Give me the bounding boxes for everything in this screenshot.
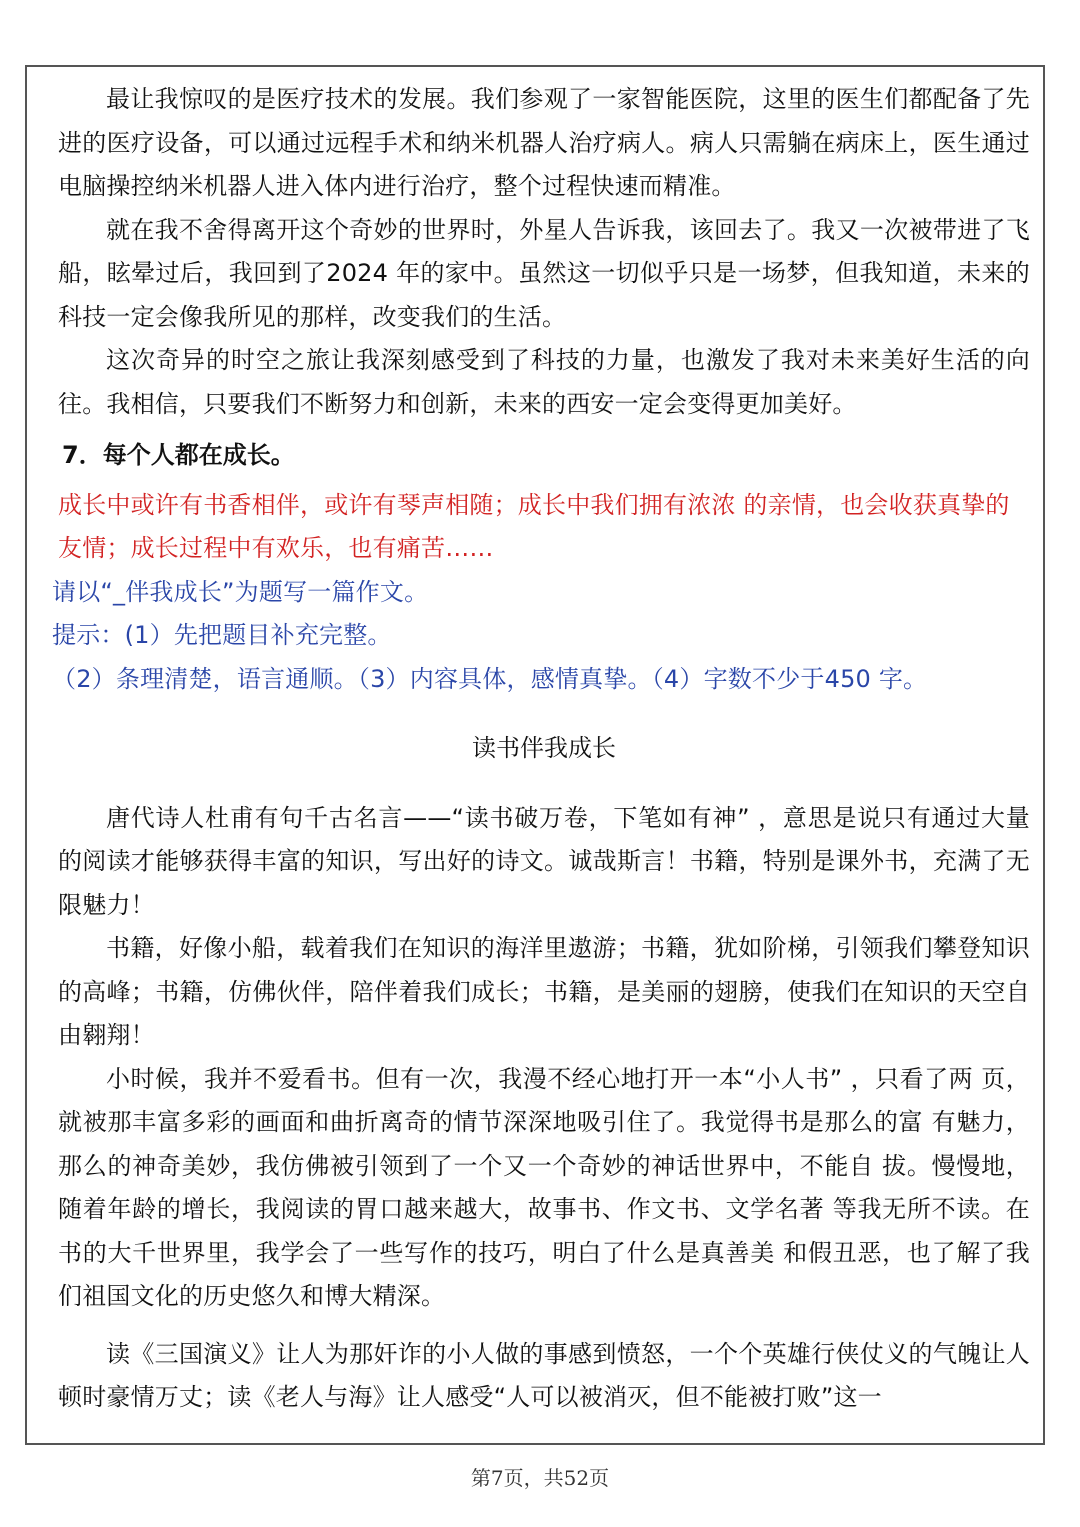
section-heading: 7．每个人都在成长。 — [62, 441, 295, 469]
page-content — [52, 78, 1030, 1420]
paragraph-conclusion: 这次奇异的时空之旅让我深刻感受到了科技的力量，也激发了我对未来美好生活的向往。我相信，只要我们不断努力和创新，未来的西安一定会变得更加美好。 — [58, 346, 1030, 418]
essay-paragraph: 读《三国演义》让人为那奸诈的小人做的事感到愤怒，一个个英雄行侠仗义的气魄让人顿时豪情万丈；读《老人与海》让人感受“人可以被消灭，但不能被打败”这一 — [58, 1339, 1030, 1411]
essay-paragraph: 唐代诗人杜甫有句千古名言——“读书破万卷，下笔如有神” ，意思是说只有通过大量的阅读才能够获得丰富的知识，写出好的诗文。诚哉斯言！书籍，特别是课外书，充满了无限魅力！ — [58, 803, 1030, 919]
essay-paragraph: 书籍，好像小船，载着我们在知识的海洋里遨游；书籍，犹如阶梯，引领我们攀登知识的高峰；书籍，仿佛伙伴，陪伴着我们成长；书籍，是美丽的翅膀，使我们在知识的天空自由翱翔！ — [58, 934, 1030, 1049]
paragraph-medical: 最让我惊叹的是医疗技术的发展。我们参观了一家智能医院，这里的医生们都配备了先进的医疗设备，可以通过远程手术和纳米机器人治疗病人。病人只需躺在病床上，医生通过电脑操控纳米机器人进入体内进行治疗，整个过程快速而精准。 — [58, 85, 1030, 200]
prompt-hint-1: 提示：(1）先把题目补充完整。 — [52, 621, 392, 649]
prompt-instruction: 请以“_伴我成长”为题写一篇作文。 — [52, 577, 429, 606]
essay-title: 读书伴我成长 — [472, 734, 616, 762]
page-number: 第7页，共52页 — [470, 1466, 610, 1490]
paragraph-return: 就在我不舍得离开这个奇妙的世界时，外星人告诉我，该回去了。我又一次被带进了飞船，眩晕过后，我回到了2024 年的家中。虽然这一切似乎只是一场梦，但我知道，未来的科技一定会像我所见的那样，改变我们的生活。 — [58, 215, 1030, 331]
essay-paragraph: 小时候，我并不爱看书。但有一次，我漫不经心地打开一本“小人书” ，只看了两 页，就被那丰富多彩的画面和曲折离奇的情节深深地吸引住了。我觉得书是那么的富 有魅力，那么的神奇美妙，我仿佛被引领到了一个又一个奇妙的神话世界中，不能自 拔。慢慢地，随着年龄的增长，我阅读的胃口越来越大，故事书、作文书、文学名著 等我无所不读。在书的大千世界里，我学会了一些写作的技巧，明白了什么是真善美 和假丑恶，也了解了我们祖国文化的历史悠久和博大精深。 — [58, 1064, 1030, 1310]
prompt-intro: 成长中或许有书香相伴，或许有琴声相随；成长中我们拥有浓浓 的亲情，也会收获真挚的友情；成长过程中有欢乐，也有痛苦…… — [58, 490, 1010, 562]
prompt-hint-2: （2）条理清楚，语言通顺。（3）内容具体，感情真挚。（4）字数不少于450 字。 — [52, 664, 928, 693]
